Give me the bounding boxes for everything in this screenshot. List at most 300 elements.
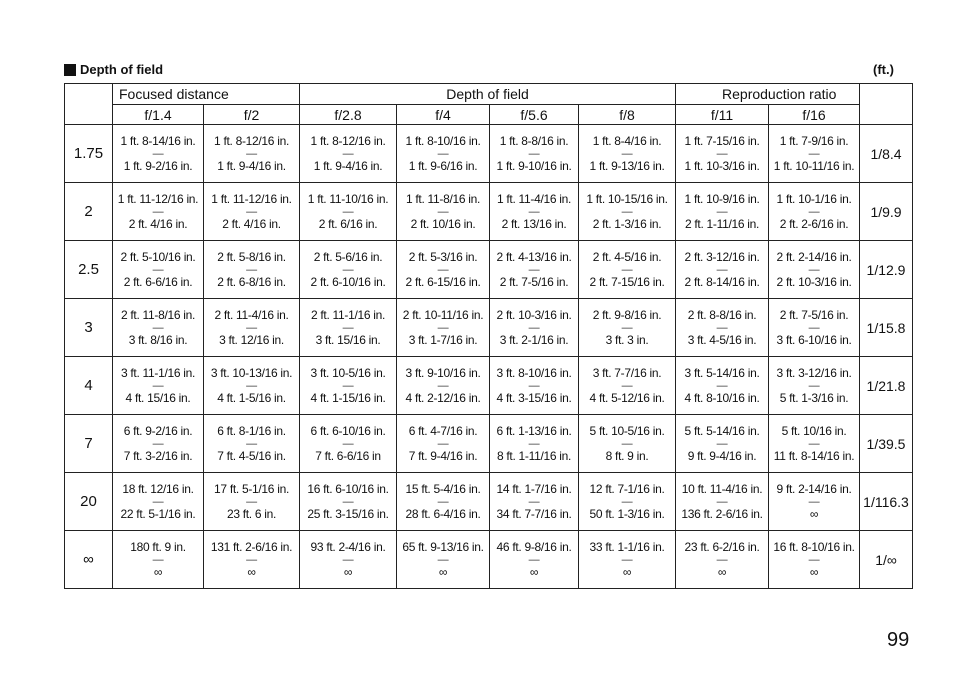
near-limit: 3 ft. 10-5/16 in. bbox=[310, 365, 386, 380]
near-limit: 2 ft. 7-5/16 in. bbox=[779, 307, 849, 322]
depth-of-field-cell bbox=[490, 415, 579, 473]
near-limit: 14 ft. 1-7/16 in. bbox=[496, 481, 572, 496]
depth-of-field-cell bbox=[676, 473, 769, 531]
depth-of-field-cell bbox=[490, 473, 579, 531]
near-limit: 6 ft. 1-13/16 in. bbox=[496, 423, 572, 438]
depth-of-field-cell bbox=[300, 357, 397, 415]
depth-of-field-cell bbox=[204, 357, 300, 415]
far-limit: 1 ft. 9-4/16 in. bbox=[217, 158, 286, 173]
table-row bbox=[65, 125, 913, 183]
near-limit: 1 ft. 11-4/16 in. bbox=[496, 191, 572, 206]
range-dash-icon: — bbox=[716, 437, 728, 450]
far-limit: 2 ft. 4/16 in. bbox=[128, 216, 188, 231]
far-limit: 23 ft. 6 in. bbox=[226, 506, 277, 521]
reproduction-ratio-cell: 1/15.8 bbox=[860, 299, 913, 357]
near-limit: 1 ft. 10-1/16 in. bbox=[776, 191, 852, 206]
range-dash-icon: — bbox=[528, 495, 540, 508]
range-dash-icon: — bbox=[246, 147, 257, 160]
near-limit: 1 ft. 11-10/16 in. bbox=[307, 191, 389, 206]
focused-distance-cell: 2.5 bbox=[65, 241, 113, 299]
near-limit: 131 ft. 2-6/16 in. bbox=[210, 539, 293, 554]
depth-of-field-cell bbox=[113, 183, 204, 241]
depth-of-field-cell bbox=[676, 357, 769, 415]
near-limit: 1 ft. 10-9/16 in. bbox=[684, 191, 760, 206]
far-limit: 7 ft. 6-6/16 in bbox=[315, 448, 381, 463]
range-dash-icon: — bbox=[342, 321, 354, 334]
far-limit: 8 ft. 1-11/16 in. bbox=[496, 448, 572, 463]
range-dash-icon: — bbox=[437, 321, 449, 334]
depth-of-field-cell bbox=[490, 125, 579, 183]
range-dash-icon: — bbox=[716, 553, 728, 566]
depth-of-field-cell bbox=[397, 125, 490, 183]
unit-label: (ft.) bbox=[873, 62, 894, 77]
near-limit: 1 ft. 10-15/16 in. bbox=[586, 191, 668, 206]
range-dash-icon: — bbox=[808, 205, 820, 218]
range-dash-icon: — bbox=[437, 147, 449, 160]
range-dash-icon: — bbox=[716, 321, 728, 334]
depth-of-field-cell bbox=[769, 183, 860, 241]
depth-of-field-cell bbox=[300, 299, 397, 357]
depth-of-field-cell bbox=[769, 531, 860, 589]
aperture-header: f/4 bbox=[397, 105, 490, 125]
far-limit: 1 ft. 10-11/16 in. bbox=[773, 158, 855, 173]
far-limit: 1 ft. 10-3/16 in. bbox=[684, 158, 760, 173]
reproduction-ratio-cell: 1/21.8 bbox=[860, 357, 913, 415]
range-dash-icon: — bbox=[342, 379, 354, 392]
depth-of-field-cell bbox=[769, 299, 860, 357]
range-dash-icon: — bbox=[716, 495, 728, 508]
range-dash-icon: — bbox=[621, 495, 633, 508]
far-limit: 1 ft. 9-4/16 in. bbox=[313, 158, 383, 173]
near-limit: 6 ft. 8-1/16 in. bbox=[217, 423, 286, 438]
far-limit: 2 ft. 6-6/16 in. bbox=[123, 274, 193, 289]
far-limit: 8 ft. 9 in. bbox=[605, 448, 649, 463]
depth-of-field-cell bbox=[204, 183, 300, 241]
far-limit: 11 ft. 8-14/16 in. bbox=[773, 448, 855, 463]
near-limit: 2 ft. 5-10/16 in. bbox=[120, 249, 196, 264]
table-row bbox=[65, 299, 913, 357]
near-limit: 33 ft. 1-1/16 in. bbox=[589, 539, 665, 554]
depth-of-field-cell bbox=[490, 241, 579, 299]
range-dash-icon: — bbox=[528, 205, 540, 218]
aperture-header: f/2 bbox=[204, 105, 300, 125]
far-limit: ∞ bbox=[247, 564, 256, 579]
depth-of-field-cell bbox=[676, 183, 769, 241]
depth-of-field-cell bbox=[769, 357, 860, 415]
far-limit: ∞ bbox=[809, 506, 819, 521]
depth-of-field-cell bbox=[113, 241, 204, 299]
depth-of-field-cell bbox=[579, 473, 676, 531]
aperture-header-row bbox=[65, 105, 913, 125]
aperture-header: f/11 bbox=[676, 105, 769, 125]
range-dash-icon: — bbox=[808, 553, 820, 566]
range-dash-icon: — bbox=[621, 147, 633, 160]
aperture-header: f/2.8 bbox=[300, 105, 397, 125]
square-bullet-icon bbox=[64, 64, 76, 76]
group-header-row bbox=[65, 84, 913, 105]
depth-of-field-cell bbox=[579, 125, 676, 183]
table-row bbox=[65, 531, 913, 589]
range-dash-icon: — bbox=[808, 437, 820, 450]
far-limit: 3 ft. 15/16 in. bbox=[315, 332, 381, 347]
range-dash-icon: — bbox=[437, 437, 449, 450]
depth-of-field-cell bbox=[490, 357, 579, 415]
far-limit: 7 ft. 4-5/16 in. bbox=[217, 448, 286, 463]
table-row bbox=[65, 415, 913, 473]
near-limit: 5 ft. 10-5/16 in. bbox=[589, 423, 665, 438]
depth-of-field-cell bbox=[397, 531, 490, 589]
page-number: 99 bbox=[887, 629, 910, 651]
near-limit: 1 ft. 7-9/16 in. bbox=[779, 133, 849, 148]
depth-of-field-cell bbox=[579, 299, 676, 357]
near-limit: 1 ft. 8-14/16 in. bbox=[120, 133, 196, 148]
near-limit: 46 ft. 9-8/16 in. bbox=[496, 539, 572, 554]
far-limit: 1 ft. 9-10/16 in. bbox=[496, 158, 572, 173]
range-dash-icon: — bbox=[716, 263, 728, 276]
near-limit: 1 ft. 7-15/16 in. bbox=[684, 133, 760, 148]
near-limit: 180 ft. 9 in. bbox=[130, 539, 186, 554]
range-dash-icon: — bbox=[342, 437, 354, 450]
range-dash-icon: — bbox=[152, 147, 164, 160]
far-limit: 4 ft. 15/16 in. bbox=[125, 390, 191, 405]
depth-of-field-cell bbox=[397, 473, 490, 531]
far-limit: 50 ft. 1-3/16 in. bbox=[589, 506, 665, 521]
range-dash-icon: — bbox=[342, 495, 354, 508]
near-limit: 12 ft. 7-1/16 in. bbox=[589, 481, 665, 496]
far-limit: 1 ft. 9-6/16 in. bbox=[408, 158, 478, 173]
near-limit: 1 ft. 8-4/16 in. bbox=[592, 133, 662, 148]
near-limit: 1 ft. 11-12/16 in. bbox=[117, 191, 199, 206]
range-dash-icon: — bbox=[716, 205, 728, 218]
near-limit: 3 ft. 9-10/16 in. bbox=[405, 365, 481, 380]
far-limit: 2 ft. 2-6/16 in. bbox=[779, 216, 849, 231]
near-limit: 2 ft. 2-14/16 in. bbox=[776, 249, 852, 264]
focused-distance-cell: 3 bbox=[65, 299, 113, 357]
range-dash-icon: — bbox=[808, 321, 820, 334]
near-limit: 3 ft. 7-7/16 in. bbox=[592, 365, 662, 380]
depth-of-field-cell bbox=[490, 183, 579, 241]
near-limit: 2 ft. 11-8/16 in. bbox=[120, 307, 196, 322]
table-row bbox=[65, 241, 913, 299]
far-limit: 2 ft. 1-11/16 in. bbox=[684, 216, 760, 231]
depth-of-field-cell bbox=[769, 241, 860, 299]
near-limit: 5 ft. 5-14/16 in. bbox=[684, 423, 760, 438]
far-limit: 4 ft. 8-10/16 in. bbox=[684, 390, 760, 405]
range-dash-icon: — bbox=[342, 263, 354, 276]
range-dash-icon: — bbox=[437, 495, 449, 508]
near-limit: 2 ft. 5-6/16 in. bbox=[313, 249, 383, 264]
depth-of-field-cell bbox=[769, 415, 860, 473]
range-dash-icon: — bbox=[246, 263, 257, 276]
far-limit: 3 ft. 4-5/16 in. bbox=[687, 332, 757, 347]
range-dash-icon: — bbox=[808, 147, 820, 160]
far-limit: ∞ bbox=[622, 564, 632, 579]
depth-of-field-cell bbox=[397, 357, 490, 415]
range-dash-icon: — bbox=[152, 321, 164, 334]
depth-of-field-cell bbox=[113, 415, 204, 473]
far-limit: 1 ft. 9-2/16 in. bbox=[123, 158, 193, 173]
range-dash-icon: — bbox=[808, 495, 820, 508]
depth-of-field-cell bbox=[204, 299, 300, 357]
aperture-header: f/8 bbox=[579, 105, 676, 125]
depth-of-field-cell bbox=[490, 531, 579, 589]
far-limit: 136 ft. 2-6/16 in. bbox=[681, 506, 763, 521]
header-reproduction-ratio: Reproduction ratio bbox=[676, 84, 860, 105]
depth-of-field-cell bbox=[113, 473, 204, 531]
depth-of-field-cell bbox=[397, 241, 490, 299]
near-limit: 2 ft. 10-3/16 in. bbox=[496, 307, 572, 322]
depth-of-field-cell bbox=[113, 125, 204, 183]
near-limit: 16 ft. 6-10/16 in. bbox=[307, 481, 389, 496]
far-limit: 4 ft. 1-15/16 in. bbox=[310, 390, 386, 405]
near-limit: 6 ft. 9-2/16 in. bbox=[123, 423, 193, 438]
depth-of-field-cell bbox=[204, 473, 300, 531]
far-limit: 3 ft. 3 in. bbox=[605, 332, 649, 347]
range-dash-icon: — bbox=[246, 321, 257, 334]
near-limit: 2 ft. 5-8/16 in. bbox=[217, 249, 286, 264]
near-limit: 1 ft. 8-12/16 in. bbox=[310, 133, 386, 148]
range-dash-icon: — bbox=[621, 553, 633, 566]
near-limit: 2 ft. 9-8/16 in. bbox=[592, 307, 662, 322]
depth-of-field-cell bbox=[204, 415, 300, 473]
reproduction-ratio-cell: 1/8.4 bbox=[860, 125, 913, 183]
near-limit: 15 ft. 5-4/16 in. bbox=[405, 481, 481, 496]
depth-of-field-cell bbox=[676, 241, 769, 299]
far-limit: 2 ft. 10/16 in. bbox=[410, 216, 476, 231]
near-limit: 2 ft. 10-11/16 in. bbox=[402, 307, 484, 322]
near-limit: 6 ft. 4-7/16 in. bbox=[408, 423, 478, 438]
near-limit: 1 ft. 8-10/16 in. bbox=[405, 133, 481, 148]
range-dash-icon: — bbox=[808, 263, 820, 276]
far-limit: 2 ft. 6-10/16 in. bbox=[310, 274, 386, 289]
depth-of-field-table bbox=[64, 83, 913, 589]
section-heading bbox=[64, 62, 163, 77]
near-limit: 9 ft. 2-14/16 in. bbox=[776, 481, 852, 496]
near-limit: 65 ft. 9-13/16 in. bbox=[402, 539, 484, 554]
near-limit: 1 ft. 8-12/16 in. bbox=[214, 133, 289, 148]
range-dash-icon: — bbox=[246, 553, 257, 566]
near-limit: 2 ft. 11-1/16 in. bbox=[310, 307, 386, 322]
far-limit: ∞ bbox=[438, 564, 448, 579]
far-limit: 7 ft. 9-4/16 in. bbox=[408, 448, 478, 463]
range-dash-icon: — bbox=[716, 379, 728, 392]
focused-distance-cell: 20 bbox=[65, 473, 113, 531]
depth-of-field-cell bbox=[300, 531, 397, 589]
range-dash-icon: — bbox=[621, 263, 633, 276]
depth-of-field-cell bbox=[676, 415, 769, 473]
range-dash-icon: — bbox=[808, 379, 820, 392]
range-dash-icon: — bbox=[437, 205, 449, 218]
near-limit: 17 ft. 5-1/16 in. bbox=[214, 481, 289, 496]
near-limit: 18 ft. 12/16 in. bbox=[122, 481, 194, 496]
depth-of-field-cell bbox=[113, 531, 204, 589]
table-row bbox=[65, 357, 913, 415]
depth-of-field-cell bbox=[490, 299, 579, 357]
depth-of-field-cell bbox=[113, 299, 204, 357]
table-row bbox=[65, 473, 913, 531]
far-limit: 2 ft. 4/16 in. bbox=[222, 216, 281, 231]
far-limit: ∞ bbox=[717, 564, 727, 579]
depth-of-field-cell bbox=[579, 415, 676, 473]
range-dash-icon: — bbox=[152, 553, 164, 566]
range-dash-icon: — bbox=[342, 205, 354, 218]
range-dash-icon: — bbox=[437, 263, 449, 276]
range-dash-icon: — bbox=[437, 379, 449, 392]
range-dash-icon: — bbox=[716, 147, 728, 160]
far-limit: 4 ft. 1-5/16 in. bbox=[217, 390, 286, 405]
near-limit: 3 ft. 10-13/16 in. bbox=[210, 365, 293, 380]
depth-of-field-cell bbox=[113, 357, 204, 415]
far-limit: 3 ft. 1-7/16 in. bbox=[408, 332, 478, 347]
near-limit: 2 ft. 4-13/16 in. bbox=[496, 249, 572, 264]
far-limit: 2 ft. 1-3/16 in. bbox=[592, 216, 662, 231]
range-dash-icon: — bbox=[342, 553, 354, 566]
range-dash-icon: — bbox=[528, 263, 540, 276]
far-limit: 28 ft. 6-4/16 in. bbox=[405, 506, 481, 521]
far-limit: 2 ft. 6-15/16 in. bbox=[405, 274, 481, 289]
range-dash-icon: — bbox=[528, 147, 540, 160]
depth-of-field-cell bbox=[769, 473, 860, 531]
far-limit: ∞ bbox=[343, 564, 353, 579]
depth-of-field-cell bbox=[579, 183, 676, 241]
far-limit: 9 ft. 9-4/16 in. bbox=[687, 448, 757, 463]
section-title: Depth of field bbox=[80, 62, 164, 77]
far-limit: 22 ft. 5-1/16 in. bbox=[120, 506, 196, 521]
near-limit: 23 ft. 6-2/16 in. bbox=[684, 539, 760, 554]
range-dash-icon: — bbox=[246, 379, 257, 392]
near-limit: 1 ft. 8-8/16 in. bbox=[499, 133, 569, 148]
near-limit: 2 ft. 5-3/16 in. bbox=[408, 249, 478, 264]
far-limit: 2 ft. 8-14/16 in. bbox=[684, 274, 760, 289]
reproduction-ratio-cell: 1/116.3 bbox=[860, 473, 913, 531]
focused-distance-cell: 1.75 bbox=[65, 125, 113, 183]
reproduction-ratio-cell: 1/12.9 bbox=[860, 241, 913, 299]
far-limit: 25 ft. 3-15/16 in. bbox=[307, 506, 389, 521]
far-limit: ∞ bbox=[809, 564, 819, 579]
aperture-header: f/5.6 bbox=[490, 105, 579, 125]
depth-of-field-cell bbox=[579, 531, 676, 589]
depth-of-field-cell bbox=[300, 183, 397, 241]
header-depth-of-field: Depth of field bbox=[300, 84, 676, 105]
near-limit: 6 ft. 6-10/16 in. bbox=[310, 423, 386, 438]
range-dash-icon: — bbox=[152, 379, 164, 392]
near-limit: 10 ft. 11-4/16 in. bbox=[681, 481, 763, 496]
range-dash-icon: — bbox=[621, 205, 633, 218]
range-dash-icon: — bbox=[152, 437, 164, 450]
range-dash-icon: — bbox=[528, 321, 540, 334]
range-dash-icon: — bbox=[437, 553, 449, 566]
distance-corner-cell bbox=[65, 84, 113, 125]
depth-of-field-cell bbox=[300, 415, 397, 473]
range-dash-icon: — bbox=[528, 437, 540, 450]
depth-of-field-cell bbox=[300, 241, 397, 299]
far-limit: ∞ bbox=[153, 564, 163, 579]
range-dash-icon: — bbox=[621, 321, 633, 334]
focused-distance-cell: ∞ bbox=[65, 531, 113, 589]
depth-of-field-cell bbox=[676, 125, 769, 183]
far-limit: 2 ft. 7-5/16 in. bbox=[499, 274, 569, 289]
near-limit: 1 ft. 11-12/16 in. bbox=[211, 191, 292, 206]
far-limit: 2 ft. 13/16 in. bbox=[501, 216, 567, 231]
far-limit: 3 ft. 12/16 in. bbox=[219, 332, 284, 347]
range-dash-icon: — bbox=[342, 147, 354, 160]
table-row bbox=[65, 183, 913, 241]
depth-of-field-cell bbox=[397, 299, 490, 357]
far-limit: 2 ft. 10-3/16 in. bbox=[776, 274, 852, 289]
range-dash-icon: — bbox=[528, 553, 540, 566]
depth-of-field-cell bbox=[676, 299, 769, 357]
aperture-header: f/16 bbox=[769, 105, 860, 125]
range-dash-icon: — bbox=[246, 205, 257, 218]
depth-of-field-cell bbox=[579, 241, 676, 299]
near-limit: 5 ft. 10/16 in. bbox=[781, 423, 847, 438]
reproduction-ratio-cell: 1/39.5 bbox=[860, 415, 913, 473]
reproduction-ratio-cell: 1/9.9 bbox=[860, 183, 913, 241]
near-limit: 2 ft. 8-8/16 in. bbox=[687, 307, 757, 322]
far-limit: 4 ft. 3-15/16 in. bbox=[496, 390, 572, 405]
reproduction-ratio-cell: 1/∞ bbox=[860, 531, 913, 589]
range-dash-icon: — bbox=[152, 205, 164, 218]
near-limit: 2 ft. 4-5/16 in. bbox=[592, 249, 662, 264]
focused-distance-cell: 2 bbox=[65, 183, 113, 241]
range-dash-icon: — bbox=[246, 495, 257, 508]
header-focused-distance: Focused distance bbox=[113, 84, 300, 105]
focused-distance-cell: 4 bbox=[65, 357, 113, 415]
depth-of-field-cell bbox=[204, 531, 300, 589]
far-limit: 2 ft. 6/16 in. bbox=[318, 216, 378, 231]
range-dash-icon: — bbox=[528, 379, 540, 392]
range-dash-icon: — bbox=[152, 495, 164, 508]
aperture-header: f/1.4 bbox=[113, 105, 204, 125]
depth-of-field-cell bbox=[769, 125, 860, 183]
ratio-corner-cell bbox=[860, 84, 913, 125]
near-limit: 3 ft. 3-12/16 in. bbox=[776, 365, 852, 380]
depth-of-field-cell bbox=[397, 415, 490, 473]
depth-of-field-cell bbox=[579, 357, 676, 415]
near-limit: 3 ft. 8-10/16 in. bbox=[496, 365, 572, 380]
depth-of-field-cell bbox=[300, 473, 397, 531]
range-dash-icon: — bbox=[246, 437, 257, 450]
range-dash-icon: — bbox=[152, 263, 164, 276]
depth-of-field-cell bbox=[397, 183, 490, 241]
range-dash-icon: — bbox=[621, 379, 633, 392]
near-limit: 3 ft. 5-14/16 in. bbox=[684, 365, 760, 380]
far-limit: 3 ft. 6-10/16 in. bbox=[776, 332, 852, 347]
depth-of-field-cell bbox=[300, 125, 397, 183]
depth-of-field-cell bbox=[676, 531, 769, 589]
far-limit: 4 ft. 2-12/16 in. bbox=[405, 390, 481, 405]
far-limit: ∞ bbox=[529, 564, 539, 579]
near-limit: 2 ft. 11-4/16 in. bbox=[214, 307, 289, 322]
far-limit: 2 ft. 6-8/16 in. bbox=[217, 274, 286, 289]
far-limit: 3 ft. 2-1/16 in. bbox=[499, 332, 569, 347]
far-limit: 34 ft. 7-7/16 in. bbox=[496, 506, 572, 521]
depth-of-field-cell bbox=[204, 125, 300, 183]
near-limit: 16 ft. 8-10/16 in. bbox=[773, 539, 855, 554]
range-dash-icon: — bbox=[621, 437, 633, 450]
far-limit: 5 ft. 1-3/16 in. bbox=[779, 390, 849, 405]
far-limit: 4 ft. 5-12/16 in. bbox=[589, 390, 665, 405]
near-limit: 93 ft. 2-4/16 in. bbox=[310, 539, 386, 554]
focused-distance-cell: 7 bbox=[65, 415, 113, 473]
depth-of-field-cell bbox=[204, 241, 300, 299]
far-limit: 7 ft. 3-2/16 in. bbox=[123, 448, 193, 463]
far-limit: 2 ft. 7-15/16 in. bbox=[589, 274, 665, 289]
far-limit: 1 ft. 9-13/16 in. bbox=[589, 158, 665, 173]
far-limit: 3 ft. 8/16 in. bbox=[128, 332, 188, 347]
near-limit: 3 ft. 11-1/16 in. bbox=[120, 365, 196, 380]
near-limit: 2 ft. 3-12/16 in. bbox=[684, 249, 760, 264]
